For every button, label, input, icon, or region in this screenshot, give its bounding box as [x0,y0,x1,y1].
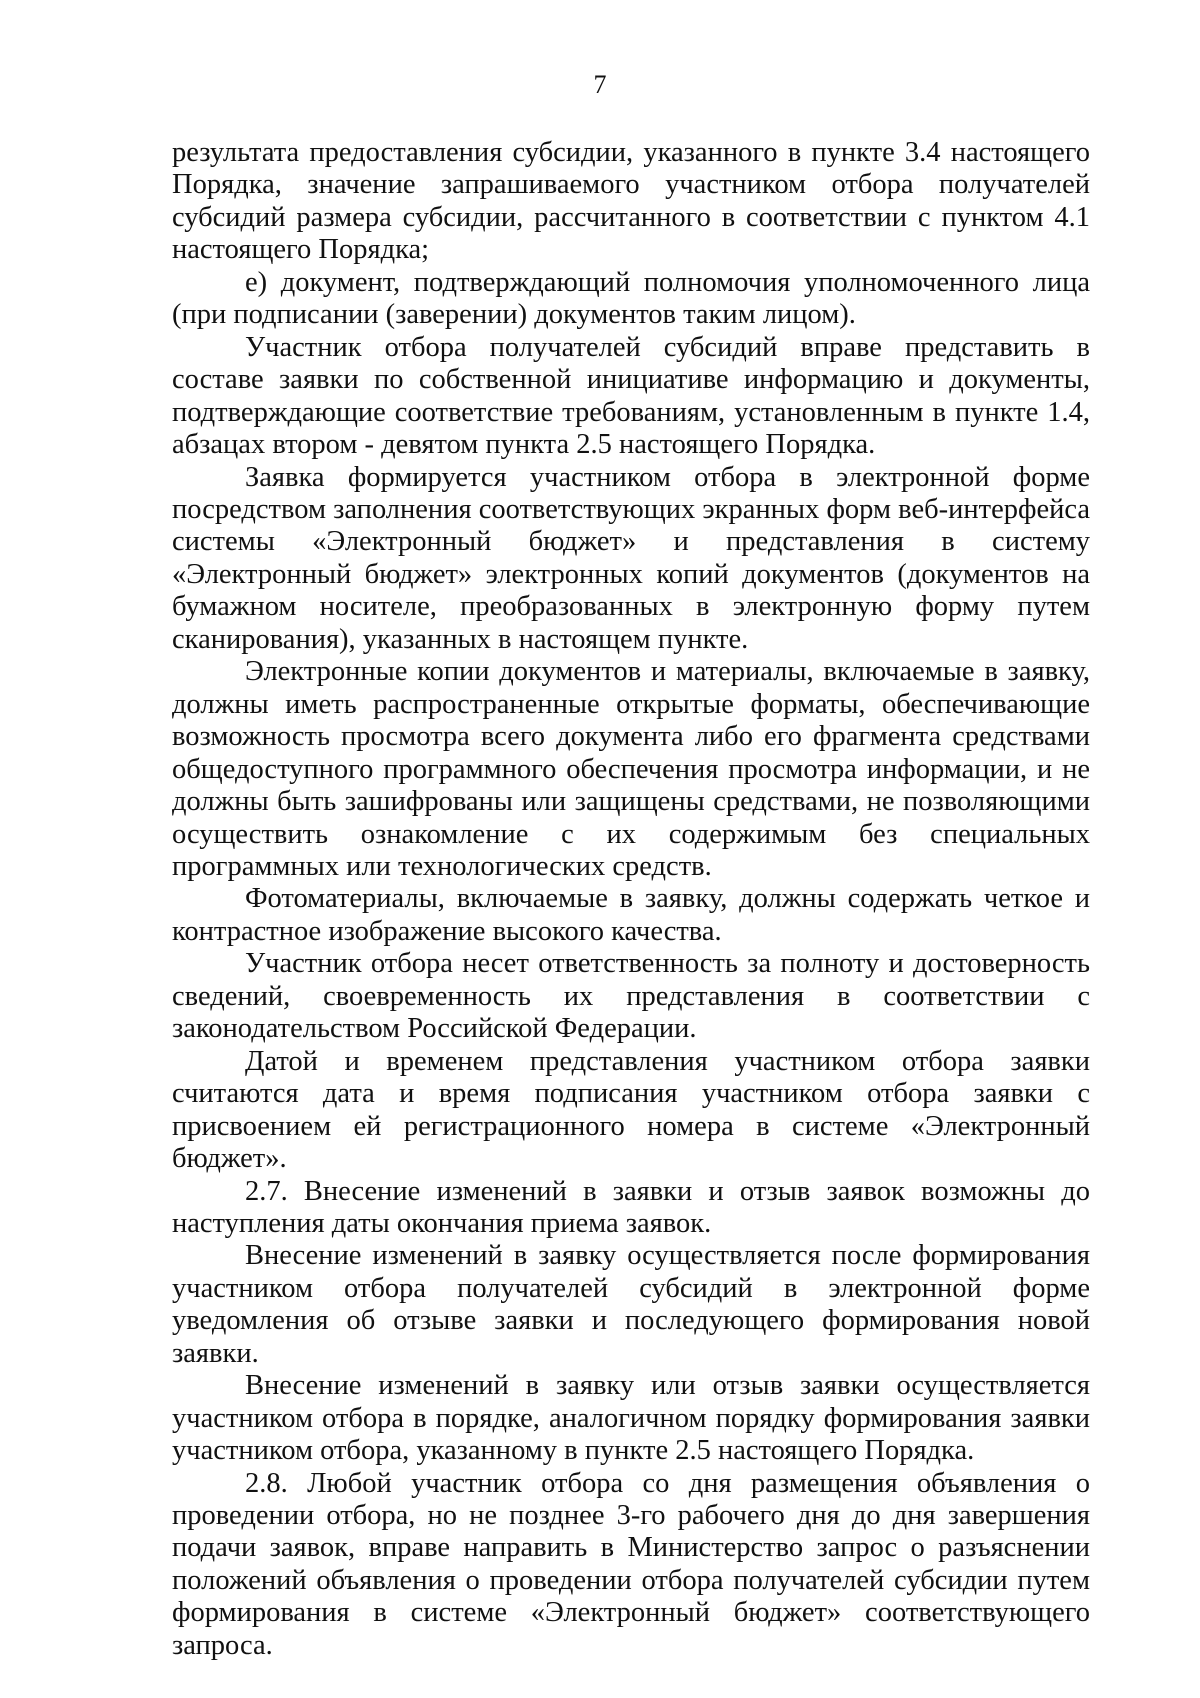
document-body [172,137,1090,1662]
paragraph-submission-date: Датой и временем представления участником отбора заявки считаются дата и время подписания участником отбора заявки с присвоением ей регистрационного номера в системе «Электронный бюджет». [172,1045,1090,1175]
paragraph-amendment-procedure: Внесение изменений в заявку осуществляется после формирования участником отбора получателей субсидий в электронной форме уведомления об отзыве заявки и последующего формирования новой заявки. [172,1240,1090,1369]
paragraph-amendment-order: Внесение изменений в заявку или отзыв заявки осуществляется участником отбора в порядке, аналогичном порядку формирования заявки участником отбора, указанному в пункте 2.5 настоящего Порядка. [172,1370,1090,1467]
paragraph-application-form: Заявка формируется участником отбора в электронной форме посредством заполнения соответствующих экранных форм веб-интерфейса системы «Электронный бюджет» и представления в систему «Электронный бюджет» электронных копий документов (документов на бумажном носителе, преобразованных в электронную форму путем сканирования), указанных в настоящем пункте. [172,461,1090,655]
paragraph-optional-documents: Участник отбора получателей субсидий вправе представить в составе заявки по собственной инициативе информацию и документы, подтверждающие соответствие требованиям, установленным в пункте 1.4, абзацах втором - девятом пункта 2.5 настоящего Порядка. [172,331,1090,461]
paragraph-item-e: е) документ, подтверждающий полномочия уполномоченного лица (при подписании (заверении) документов таким лицом). [172,266,1090,331]
paragraph-section-2-8: 2.8. Любой участник отбора со дня размещения объявления о проведении отбора, но не позднее 3-го рабочего дня до дня завершения подачи заявок, вправе направить в Министерство запрос о разъяснении положений объявления о проведении отбора получателей субсидии путем формирования в системе «Электронный бюджет» соответствующего запроса. [172,1467,1090,1661]
page-number: 7 [593,70,607,99]
paragraph-responsibility: Участник отбора несет ответственность за полноту и достоверность сведений, своевременность их представления в соответствии с законодательством Российской Федерации. [172,948,1090,1045]
paragraph-continuation: результата предоставления субсидии, указанного в пункте 3.4 настоящего Порядка, значение запрашиваемого участником отбора получателей субсидий размера субсидии, рассчитанного в соответствии с пунктом 4.1 настоящего Порядка; [172,137,1090,266]
paragraph-electronic-copies: Электронные копии документов и материалы, включаемые в заявку, должны иметь распространенные открытые форматы, обеспечивающие возможность просмотра всего документа либо его фрагмента средствами общедоступного программного обеспечения просмотра информации, и не должны быть зашифрованы или защищены средствами, не позволяющими осуществить ознакомление с их содержимым без специальных программных или технологических средств. [172,656,1090,882]
paragraph-photo-materials: Фотоматериалы, включаемые в заявку, должны содержать четкое и контрастное изображение высокого качества. [172,883,1090,947]
paragraph-section-2-7: 2.7. Внесение изменений в заявки и отзыв заявок возможны до наступления даты окончания приема заявок. [172,1175,1090,1239]
